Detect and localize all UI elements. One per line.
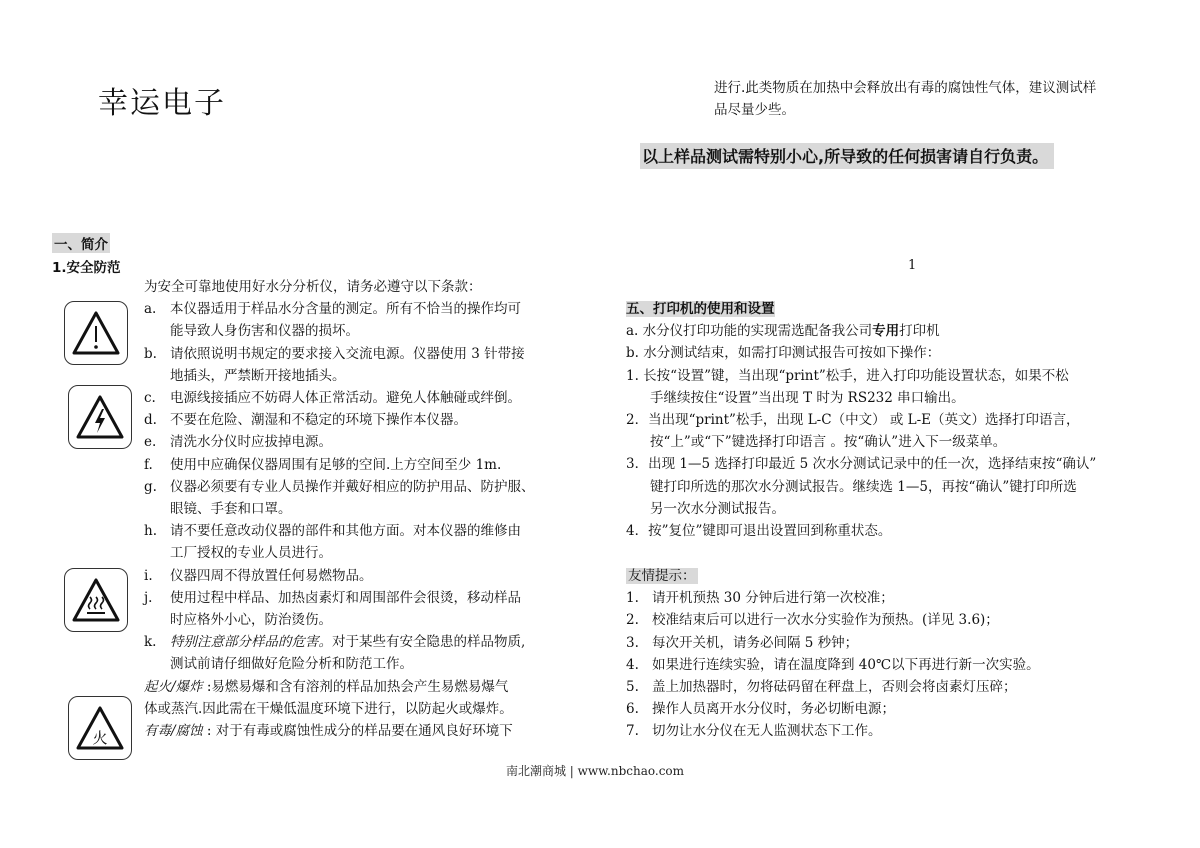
fire-explosion-note: 起火/爆炸 :易燃易爆和含有溶剂的样品加热会产生易燃易爆气 体或蒸汽.因此需在干燥低温度环境下进行，以防起火或爆炸。: [144, 678, 513, 717]
electric-shock-icon: [68, 385, 132, 449]
tip-item: 5. 盖上加热器时，勿将砝码留在秤盘上，否则会将卤素灯压碎；: [626, 679, 1017, 696]
tips-title: 友情提示：: [628, 568, 696, 584]
safety-item-e: e. 清洗水分仪时应拔掉电源。: [144, 434, 332, 451]
tip-item: 7. 切勿让水分仪在无人监测状态下工作。: [626, 723, 882, 740]
safety-item-g: g. 仪器必须要有专业人员操作并戴好相应的防护用品、防护服、 眼镜、手套和口罩。: [144, 478, 535, 518]
printer-item-b: b. 水分测试结束，如需打印测试报告可按如下操作：: [626, 345, 941, 362]
tip-item: 1. 请开机预热 30 分钟后进行第一次校准；: [626, 590, 894, 607]
safety-list: [144, 276, 535, 742]
printer-step-4: 4．按”复位”键即可退出设置回到称重状态。: [626, 523, 892, 540]
page-number: 1: [908, 258, 917, 273]
printer-step-2: 2．当出现“print”松手，出现 L-C（中文） 或 L-E（英文）选择打印语言， 按“上”或“下”键选择打印语言 。按“确认”进入下一级菜单。: [626, 412, 1080, 451]
fire-hazard-icon: [68, 696, 132, 760]
printer-item-a: a. 水分仪打印功能的实现需选配备我公司专用打印机: [626, 323, 940, 340]
safety-intro: 为安全可靠地使用好水分分析仪，请务必遵守以下条款：: [144, 279, 482, 295]
printer-step-1: 1. 长按“设置”键，当出现“print”松手，进入打印功能设置状态，如果不松 手继续按住“设置”当出现 T 时为 RS232 串口输出。: [626, 367, 1069, 406]
safety-item-f: f. 使用中应确保仪器周围有足够的空间.上方空间至少 1m.: [144, 456, 502, 473]
safety-item-c: c. 电源线接插应不妨碍人体正常活动。避免人体触碰或绊倒。: [144, 390, 521, 407]
section-title-intro: 一、简介: [52, 233, 110, 253]
warning-banner: 以上样品测试需特别小心,所导致的任何损害请自行负责。: [640, 143, 1054, 169]
safety-item-a: a. 本仪器适用于样品水分含量的测定。所有不恰当的操作均可 能导致人身伤害和仪器的损坏。: [144, 301, 521, 340]
tip-item: 3. 每次开关机，请务必间隔 5 秒钟；: [626, 634, 859, 651]
tips-section: [626, 565, 1040, 743]
footer-watermark: 南北潮商城 | www.nbchao.com: [505, 764, 685, 778]
safety-item-k: k. 特别注意部分样品的危害。对于某些有安全隐患的样品物质, 测试前请仔细做好危险分析和防范工作。: [144, 634, 526, 673]
safety-item-h: h. 请不要任意改动仪器的部件和其他方面。对本仪器的维修由 工厂授权的专业人员进行。: [144, 523, 521, 562]
svg-text:火: 火: [92, 729, 108, 747]
continuation-line-1: 进行.此类物质在加热中会释放出有毒的腐蚀性气体，建议测试样: [714, 80, 1097, 96]
subsection-title-safety: 1.安全防范: [52, 260, 121, 276]
section-title-printer: 五、打印机的使用和设置: [626, 301, 775, 317]
brand-title: 幸运电子: [98, 86, 226, 121]
tip-item: 4. 如果进行连续实验，请在温度降到 40℃以下再进行新一次实验。: [626, 656, 1040, 673]
safety-item-d: d. 不要在危险、潮湿和不稳定的环境下操作本仪器。: [144, 412, 467, 429]
printer-section: [626, 298, 1096, 542]
tip-item: 2. 校准结束后可以进行一次水分实验作为预热。(详见 3.6)；: [626, 612, 999, 629]
safety-item-b: b. 请依照说明书规定的要求接入交流电源。仪器使用 3 针带接 地插头，严禁断开接地插头。: [144, 345, 525, 384]
continuation-line-2: 品尽量少些。: [714, 102, 795, 118]
warning-exclamation-icon: [64, 301, 128, 365]
hot-surface-icon: [64, 568, 128, 632]
tip-item: 6. 操作人员离开水分仪时，务必切断电源；: [626, 701, 895, 718]
safety-item-j: j. 使用过程中样品、加热卤素灯和周围部件会很烫，移动样品 时应格外小心，防治烫伤。: [144, 589, 521, 629]
printer-step-3: 3．出现 1—5 选择打印最近 5 次水分测试记录中的任一次，选择结束按“确认” 键打印所选的那次水分测试报告。继续选 1—5，再按“确认”键打印所选 另一次水分测试报告。: [626, 456, 1097, 517]
toxic-corrosive-note: 有毒/腐蚀 : 对于有毒或腐蚀性成分的样品要在通风良好环境下: [144, 723, 513, 740]
safety-item-i: i. 仪器四周不得放置任何易燃物品。: [144, 567, 373, 584]
